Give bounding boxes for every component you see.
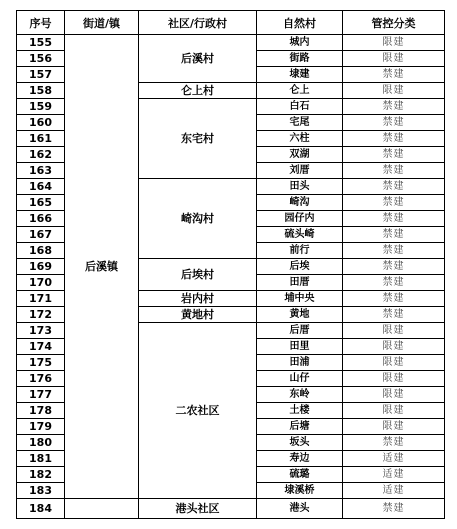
row-number: 175 xyxy=(17,355,65,371)
village-cell: 街路 xyxy=(257,51,343,67)
village-cell: 宅尾 xyxy=(257,115,343,131)
street-cell-empty xyxy=(65,499,139,519)
control-cell: 禁建 xyxy=(343,291,445,307)
community-cell: 二农社区 xyxy=(139,323,257,499)
row-number: 180 xyxy=(17,435,65,451)
village-cell: 六柱 xyxy=(257,131,343,147)
row-number: 178 xyxy=(17,403,65,419)
village-cell: 埔中央 xyxy=(257,291,343,307)
community-cell: 东宅村 xyxy=(139,99,257,179)
community-cell: 后溪村 xyxy=(139,35,257,83)
village-cell: 埭溪桥 xyxy=(257,483,343,499)
row-number: 181 xyxy=(17,451,65,467)
community-cell: 港头社区 xyxy=(139,499,257,519)
control-cell: 适建 xyxy=(343,483,445,499)
row-number: 161 xyxy=(17,131,65,147)
header-community: 社区/行政村 xyxy=(139,11,257,35)
village-control-table xyxy=(16,10,445,519)
header-street: 街道/镇 xyxy=(65,11,139,35)
village-cell: 田厝 xyxy=(257,275,343,291)
row-number: 171 xyxy=(17,291,65,307)
row-number: 166 xyxy=(17,211,65,227)
table-body xyxy=(17,35,445,519)
row-number: 184 xyxy=(17,499,65,519)
control-cell: 禁建 xyxy=(343,131,445,147)
control-cell: 限建 xyxy=(343,83,445,99)
row-number: 170 xyxy=(17,275,65,291)
village-cell: 田头 xyxy=(257,179,343,195)
village-cell: 土楼 xyxy=(257,403,343,419)
village-cell: 坂头 xyxy=(257,435,343,451)
control-cell: 禁建 xyxy=(343,163,445,179)
village-cell: 刘厝 xyxy=(257,163,343,179)
control-cell: 限建 xyxy=(343,35,445,51)
row-number: 174 xyxy=(17,339,65,355)
control-cell: 禁建 xyxy=(343,211,445,227)
row-number: 156 xyxy=(17,51,65,67)
control-cell: 禁建 xyxy=(343,99,445,115)
village-cell: 田浦 xyxy=(257,355,343,371)
village-cell: 东岭 xyxy=(257,387,343,403)
row-number: 177 xyxy=(17,387,65,403)
row-number: 182 xyxy=(17,467,65,483)
control-cell: 禁建 xyxy=(343,67,445,83)
row-number: 165 xyxy=(17,195,65,211)
control-cell: 禁建 xyxy=(343,195,445,211)
row-number: 168 xyxy=(17,243,65,259)
row-number: 155 xyxy=(17,35,65,51)
control-cell: 禁建 xyxy=(343,147,445,163)
row-number: 158 xyxy=(17,83,65,99)
row-number: 169 xyxy=(17,259,65,275)
control-cell: 限建 xyxy=(343,339,445,355)
header-no: 序号 xyxy=(17,11,65,35)
control-cell: 适建 xyxy=(343,467,445,483)
row-number: 163 xyxy=(17,163,65,179)
village-cell: 山仔 xyxy=(257,371,343,387)
control-cell: 限建 xyxy=(343,403,445,419)
village-cell: 后埃 xyxy=(257,259,343,275)
row-number: 167 xyxy=(17,227,65,243)
table-row xyxy=(17,499,445,519)
village-cell: 前行 xyxy=(257,243,343,259)
village-cell: 硫头崎 xyxy=(257,227,343,243)
header-control: 管控分类 xyxy=(343,11,445,35)
village-cell: 后塘 xyxy=(257,419,343,435)
village-cell: 园仔内 xyxy=(257,211,343,227)
village-cell: 硫璐 xyxy=(257,467,343,483)
control-cell: 禁建 xyxy=(343,275,445,291)
row-number: 160 xyxy=(17,115,65,131)
row-number: 157 xyxy=(17,67,65,83)
village-cell: 后厝 xyxy=(257,323,343,339)
control-cell: 禁建 xyxy=(343,179,445,195)
row-number: 172 xyxy=(17,307,65,323)
community-cell: 后埃村 xyxy=(139,259,257,291)
control-cell: 限建 xyxy=(343,51,445,67)
control-cell: 限建 xyxy=(343,323,445,339)
control-cell: 禁建 xyxy=(343,435,445,451)
village-cell: 崎沟 xyxy=(257,195,343,211)
control-cell: 限建 xyxy=(343,355,445,371)
row-number: 179 xyxy=(17,419,65,435)
control-cell: 限建 xyxy=(343,419,445,435)
row-number: 183 xyxy=(17,483,65,499)
control-cell: 限建 xyxy=(343,371,445,387)
village-cell: 田里 xyxy=(257,339,343,355)
community-cell: 崎沟村 xyxy=(139,179,257,259)
control-cell: 禁建 xyxy=(343,115,445,131)
village-cell: 埭建 xyxy=(257,67,343,83)
control-cell: 禁建 xyxy=(343,307,445,323)
control-cell: 禁建 xyxy=(343,499,445,519)
village-cell: 港头 xyxy=(257,499,343,519)
header-row xyxy=(17,11,445,35)
table-row xyxy=(17,35,445,51)
control-cell: 限建 xyxy=(343,387,445,403)
village-cell: 黄地 xyxy=(257,307,343,323)
header-village: 自然村 xyxy=(257,11,343,35)
village-cell: 白石 xyxy=(257,99,343,115)
community-cell: 仑上村 xyxy=(139,83,257,99)
village-cell: 双湖 xyxy=(257,147,343,163)
village-cell: 仑上 xyxy=(257,83,343,99)
control-cell: 适建 xyxy=(343,451,445,467)
control-cell: 禁建 xyxy=(343,259,445,275)
street-cell: 后溪镇 xyxy=(65,35,139,499)
village-cell: 城内 xyxy=(257,35,343,51)
row-number: 162 xyxy=(17,147,65,163)
control-cell: 禁建 xyxy=(343,243,445,259)
control-cell: 禁建 xyxy=(343,227,445,243)
row-number: 173 xyxy=(17,323,65,339)
village-cell: 寿边 xyxy=(257,451,343,467)
row-number: 164 xyxy=(17,179,65,195)
row-number: 176 xyxy=(17,371,65,387)
community-cell: 岩内村 xyxy=(139,291,257,307)
community-cell: 黄地村 xyxy=(139,307,257,323)
row-number: 159 xyxy=(17,99,65,115)
